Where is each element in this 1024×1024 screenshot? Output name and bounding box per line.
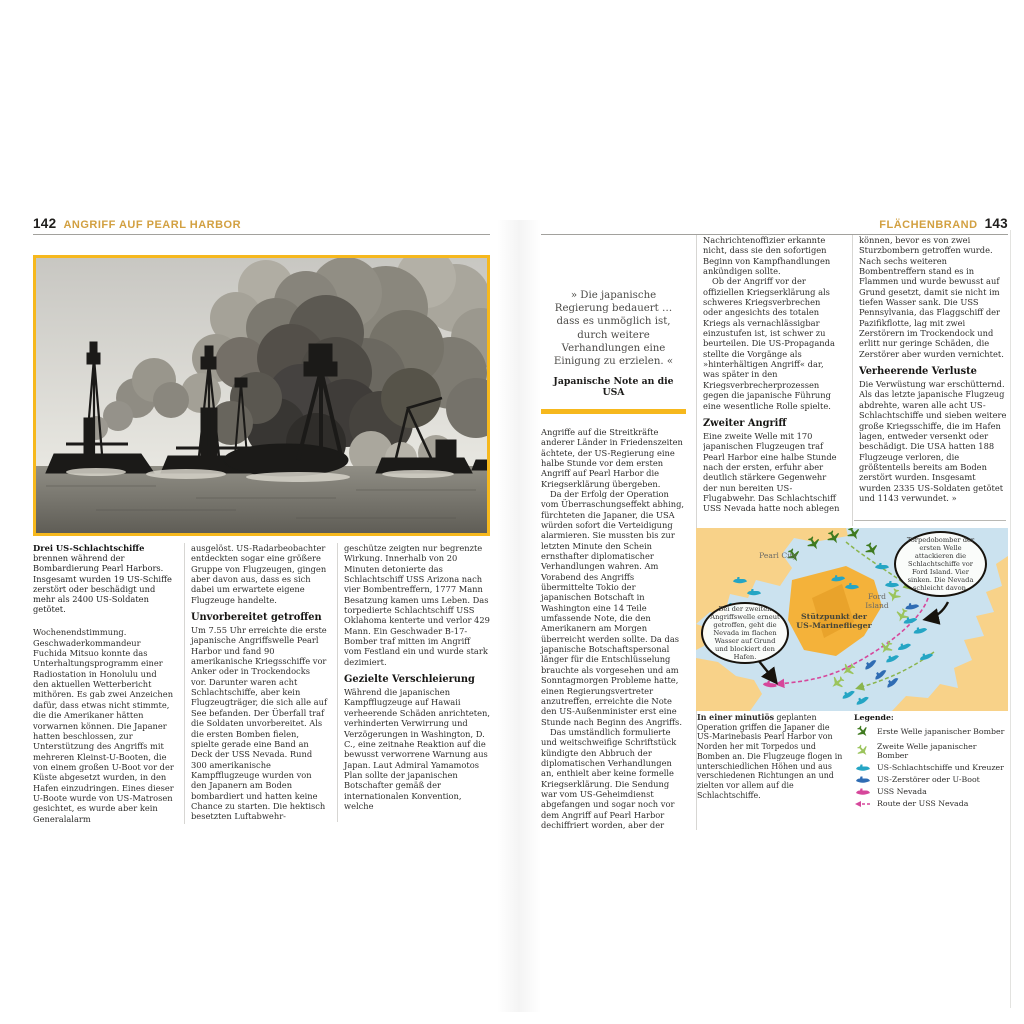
legend-item — [854, 763, 1008, 773]
legend-item — [854, 799, 1008, 809]
body-paragraph: Während die japanischen Kampfflugzeuge auf Hawaii verheerende Schäden anrichteten, verhinderten Verwirrung und Verzögerungen in Washington, D. C., eine zeitnahe Reaktion auf die bewusst verworrene Warnung aus Japan. Laut Admiral Yamamotos Plan sollte der japanischen Botschafter gemäß der internationalen Konvention, welche — [344, 687, 490, 811]
page-gutter-shadow — [497, 220, 541, 1012]
legend-item — [854, 742, 1008, 761]
map-caption-text: geplanten Operation griffen die Japaner die US-Marinebasis Pearl Harbor von Norden her mit Torpedos und Bomben an. Die Flugzeuge flogen in unterschiedlichen Höhen und aus verschiedenen Richtungen an und zielten vor allem auf die Schlachtschiffe. — [697, 713, 843, 800]
left-header-rule — [33, 234, 490, 235]
page-edge-line — [1010, 230, 1011, 1008]
column-3 — [338, 543, 490, 811]
nevada-route-icon — [854, 800, 872, 808]
legend-item — [854, 787, 1008, 797]
legend-item — [854, 725, 1008, 739]
body-paragraph: können, bevor es von zwei Sturzbombern getroffen wurde. Nach sechs weiteren Bombentreffern stand es in Flammen und wurde bewusst auf Grund gesetzt, damit sie nicht im tiefen Wasser sank. Die USS Pennsylvania, das Flaggschiff der Pazifikflotte, lag mit zwei Zerstörern im Trockendock und erlitt nur geringe Schäden, die Zerstörer aber wurden vernichtet. — [859, 235, 1004, 359]
body-paragraph: Eine zweite Welle mit 170 japanischen Flugzeugen traf Pearl Harbor eine halbe Stunde nach der ersten, erfuhr aber deutlich stärkere Gegenwehr der nun bereiten US-Flugabwehr. Das Schlachtschiff USS Nevada hatte noch ablegen — [703, 430, 840, 514]
body-paragraph: Das umständlich formulierte und weitschweifige Schriftstück kündigte den Abbruch der diplomatischen Verhandlungen an, enthielt aber keine formelle Kriegserklärung. Die Sendung war vom US-Geheimdienst abgefangen und sogar noch vor dem Angriff auf Pearl Harbor dechiffriert worden, aber der — [541, 726, 677, 830]
map-label-pearl-city: Pearl City — [759, 551, 797, 560]
article-end-rule — [854, 520, 1006, 521]
left-page-columns — [33, 543, 490, 824]
column-6 — [853, 235, 1008, 521]
battleship-icon — [854, 763, 872, 772]
yellow-rule — [541, 409, 686, 414]
pull-quote-attribution: Japanische Note an die USA — [553, 376, 674, 398]
left-page-number: 142 — [33, 216, 57, 231]
legend-title: Legende: — [854, 713, 894, 722]
map-caption-lead: In einer minutiös — [697, 713, 775, 722]
column-2 — [185, 543, 338, 822]
legend-label: USS Nevada — [877, 787, 927, 796]
left-running-title: ANGRIFF AUF PEARL HARBOR — [63, 219, 242, 231]
legend-item — [854, 775, 1008, 785]
section-heading: Zweiter Angriff — [703, 417, 787, 429]
first-wave-plane-icon — [854, 725, 872, 739]
nevada-ship-icon — [854, 787, 872, 796]
map-callout-first-wave: Torpedobomber der ersten Welle attackieren die Schlachtschiffe vor Ford Island. Vier sinken. Die Nevada schleicht davon. — [894, 531, 987, 597]
pearl-harbor-map — [696, 528, 1008, 711]
page-left — [33, 216, 490, 824]
legend-label: US-Zerstörer oder U-Boot — [877, 775, 980, 784]
body-paragraph: Die Verwüstung war erschütternd. Als das letzte japanische Flugzeug abdrehte, waren alle acht US-Schlachtschiffe und sieben weitere große Kriegsschiffe, die im Hafen lagen, entweder versenkt oder beschädigt. Die USA hatten 188 Flugzeuge verloren, die größtenteils bereits am Boden zerstört wurden. Insgesamt wurden 2335 US-Soldaten getötet und 1143 verwundet. » — [859, 379, 1007, 503]
body-paragraph: geschütze zeigten nur begrenzte Wirkung. Innerhalb von 20 Minuten detonierte das Schlachtschiff USS Arizona nach vier Bombentreffern, 1777 Mann Besatzung kamen ums Leben. Das torpedierte Schlachtschiff USS Oklahoma kenterte und verlor 429 Mann. Ein Geschwader B-17-Bomber traf mitten im Angriff vom Festland ein und wurde stark dezimiert. — [344, 543, 490, 667]
map-label-ford-island: Ford Island — [865, 592, 889, 610]
pull-quote: » Die japanische Regierung bedauert … dass es unmöglich ist, durch weitere Verhandlungen eine Einigung zu erzielen. « — [553, 290, 674, 368]
destroyer-icon — [854, 775, 872, 784]
photo-caption-lead: Drei US-Schlachtschiffe — [33, 543, 145, 553]
second-wave-plane-icon — [854, 744, 872, 758]
column-5 — [697, 235, 853, 526]
column-4 — [541, 235, 697, 830]
column-6-text — [859, 235, 1008, 521]
body-paragraph: ausgelöst. US-Radarbeobachter entdeckten sogar eine größere Gruppe von Flugzeugen, gingen aber davon aus, dass es sich dabei um erwartete eigene Flugzeuge handelte. — [191, 543, 327, 605]
photo-caption-text: brennen während der Bombardierung Pearl Harbors. Insgesamt wurden 19 US-Schiffe zerstört oder beschädigt und mehr als 2400 US-Soldaten getötet. — [33, 553, 172, 615]
body-paragraph: Da der Erfolg der Operation vom Überraschungseffekt abhing, fürchteten die Japaner, die USA würden sofort die Verteidigung alarmieren. Sie mussten bis zur letzten Minute den Schein ernsthafter diplomatischer Verhandlungen wahren. Am Vorabend des Angriffs übermittelte Tokio der japanischen Botschaft in Washington eine 14 Teile umfassende Note, die den Amerikanern am Morgen überreicht werden sollte. Da das japanische Botschaftspersonal länger für die Entschlüsselung brauchte als vorgesehen und am Sonntagmorgen Probleme hatte, einen Regierungsvertreter anzutreffen, erreichte die Note den US-Außenminister erst eine Stunde nach Beginn des Angriffs. — [541, 488, 685, 727]
column-1 — [33, 543, 185, 824]
section-heading: Gezielte Verschleierung — [344, 674, 475, 686]
left-running-header — [33, 216, 490, 231]
map-label-airbase: Stützpunkt der US-Marineflieger — [796, 612, 872, 630]
pearl-harbor-photo — [33, 255, 490, 536]
body-paragraph: Angriffe auf die Streitkräfte anderer Länder in Friedenszeiten ächtete, der US-Regierung eine halbe Stunde vor dem ersten Angriff auf Pearl Harbor die Kriegserklärung übergeben. — [541, 426, 683, 489]
map-caption — [697, 713, 844, 800]
section-heading: Unvorbereitet getroffen — [191, 612, 322, 624]
right-running-header — [541, 216, 1008, 231]
body-paragraph: Ob der Angriff vor der offiziellen Kriegserklärung als schweres Kriegsverbrechen oder angesichts des totalen Kriegs als vernachlässigbar einzustufen ist, ist schwer zu beurteilen. Die US-Propaganda stellte die Vorgänge als »hinterhältigen Angriff« dar, was später in den Kriegsverbrecherprozessen gegen die japanische Führung eine wesentliche Rolle spielte. — [703, 276, 835, 411]
map-callout-second-wave: Bei der zweiten Angriffswelle erneut getroffen, geht die Nevada im flachen Wasser auf Grund und blockiert den Hafen. — [701, 602, 789, 664]
legend-label: Erste Welle japanischer Bomber — [877, 727, 1005, 737]
page-right — [541, 216, 1008, 830]
section-heading: Verheerende Verluste — [859, 366, 977, 378]
body-paragraph: Um 7.55 Uhr erreichte die erste japanische Angriffswelle Pearl Harbor und fand 90 amerikanische Kriegsschiffe vor Anker oder in Trockendocks vor. Darunter waren acht Schlachtschiffe, aber kein Flugzeugträger, die sich alle auf See befanden. Der Überfall traf die Soldaten unvorbereitet. Als die ersten Bomben fielen, spielte gerade eine Band an Deck der USS Nevada. Rund 300 amerikanische Kampfflugzeuge wurden von den Japanern am Boden bombardiert und hatten keine Chance zu starten. Die hektisch besetzten Luftabwehr- — [191, 625, 328, 822]
right-running-title: FLÄCHENBRAND — [879, 219, 978, 231]
legend-label: US-Schlachtschiffe und Kreuzer — [877, 763, 1004, 772]
legend-label: Route der USS Nevada — [877, 799, 969, 808]
body-paragraph: Nachrichtenoffizier erkannte nicht, dass sie den sofortigen Beginn von Kampfhandlungen ankündigen sollte. — [703, 235, 831, 277]
body-paragraph: Wochenendstimmung. Geschwaderkommandeur Fuchida Mitsuo konnte das Unterhaltungsprogramm einer Radiostation in Honolulu und den aktuellen Wetterbericht mithören. Es gab zwei Anzeichen dafür, dass etwas nicht stimmte, die die Amerikaner hätten vorwarnen können. Die Japaner hatten beschlossen, zur Unterstützung des Angriffs mit mehreren Kleinst-U-Booten, die von einem großen U-Boot vor der Küste abgesetzt wurden, in den Hafen einzudringen. Eines dieser U-Boote wurde von US-Matrosen gesichtet, es wurde aber kein Generalalarm — [33, 627, 174, 824]
column-5-text — [703, 235, 853, 526]
photo-illustration — [36, 258, 487, 533]
map-legend — [854, 713, 1008, 811]
legend-label: Zweite Welle japanischer Bomber — [877, 741, 977, 760]
photo-caption — [33, 543, 174, 614]
right-page-number: 143 — [984, 216, 1008, 231]
